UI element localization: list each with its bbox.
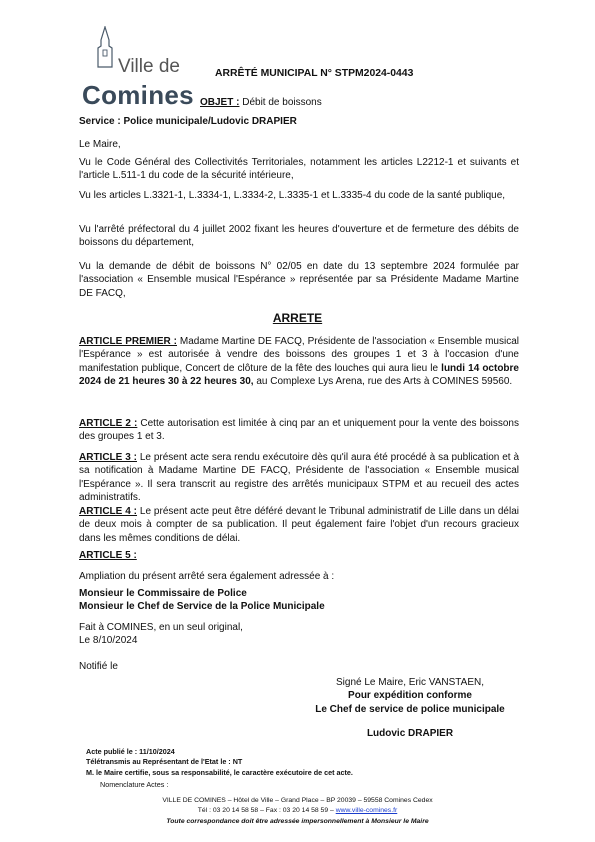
fait-a: Fait à COMINES, en un seul original, <box>79 622 243 633</box>
certification: M. le Maire certifie, sous sa responsabilité, le caractère exécutoire de cet acte. <box>86 768 353 777</box>
notifie-le: Notifié le <box>79 661 118 672</box>
objet-line <box>200 97 322 108</box>
issue-date: Le 8/10/2024 <box>79 635 138 646</box>
article-4 <box>79 505 519 545</box>
vu-paragraph-3: Vu l'arrêté préfectoral du 4 juillet 2002 fixant les heures d'ouverture et de fermeture des débits de boissons du département, <box>79 224 519 249</box>
footer-mention: Toute correspondance doit être adressée impersonnellement à Monsieur le Maire <box>166 818 429 825</box>
article-3-label: ARTICLE 3 : <box>79 452 137 463</box>
article-4-label: ARTICLE 4 : <box>79 506 138 517</box>
footer-contact <box>0 806 595 815</box>
article-5 <box>79 549 519 562</box>
expedition-conforme: Pour expédition conforme <box>348 690 472 702</box>
footer-address: VILLE DE COMINES – Hôtel de Ville – Grand Place – BP 20039 – 59558 Comines Cedex <box>162 797 433 804</box>
signature-block <box>260 676 560 741</box>
article-2-text: Cette autorisation est limitée à cinq par an et uniquement pour la vente des boissons des groupes 1 et 3. <box>79 418 519 443</box>
arrete-heading: ARRETE <box>272 311 323 325</box>
article-1-label: ARTICLE PREMIER : <box>79 336 177 347</box>
article-3-text: Le présent acte sera rendu exécutoire dès qu'il aura été procédé à sa publication et à sa notification à Madame Martine DE FACQ, Présidente de l'association « Ensemble musical l'Espérance ». Il sera transcrit au registre des arrêtés municipaux STPM et au recueil des actes administratifs. <box>79 452 520 504</box>
vu-paragraph-1: Vu le Code Général des Collectivités Territoriales, notamment les articles L2212-1 et suivants et l'article L.511-1 du code de la sécurité intérieure, <box>79 157 519 182</box>
recipient-1: Monsieur le Commissaire de Police <box>79 588 247 599</box>
article-2-label: ARTICLE 2 : <box>79 418 138 429</box>
teletransmis: Télétransmis au Représentant de l'Etat le : NT <box>86 757 243 766</box>
service-line: Service : Police municipale/Ludovic DRAPIER <box>79 116 297 127</box>
ampliation-text: Ampliation du présent arrêté sera également adressée à : <box>79 571 335 582</box>
page-title: ARRÊTÉ MUNICIPAL N° STPM2024-0443 <box>215 68 414 79</box>
article-1 <box>79 335 519 389</box>
logo-comines-text: Comines <box>82 80 194 110</box>
article-4-text: Le présent acte peut être déféré devant le Tribunal administratif de Lille dans un délai de deux mois à compter de sa publication. Il peut également faire l'objet d'un recours gracieux dans les mêmes conditions de délai. <box>79 506 519 544</box>
nomenclature: Nomenclature Actes : <box>100 780 169 789</box>
city-logo <box>76 26 196 110</box>
article-1-date: lundi 14 octobre 2024 de 21 heures 30 à 22 heures 30, <box>79 362 519 388</box>
objet-text: Débit de boissons <box>239 97 322 108</box>
signatory-name: Ludovic DRAPIER <box>366 728 454 740</box>
article-5-label: ARTICLE 5 : <box>79 550 137 561</box>
signe-maire: Signé Le Maire, Eric VANSTAEN, <box>335 677 484 688</box>
logo-ville-text: Ville de <box>118 56 180 77</box>
article-3 <box>79 451 519 505</box>
vu-paragraph-4: Vu la demande de débit de boissons N° 02/05 en date du 13 septembre 2024 formulée par l'association « Ensemble musical l'Espérance » représentée par sa Présidente Madame Martine DE FACQ, <box>79 261 519 299</box>
acte-publie: Acte publié le : 11/10/2024 <box>86 747 175 756</box>
article-2 <box>79 417 519 444</box>
objet-label: OBJET : <box>200 97 240 108</box>
church-steeple-icon <box>90 26 120 68</box>
vu-paragraph-2: Vu les articles L.3321-1, L.3334-1, L.3334-2, L.3335-1 et L.3335-4 du code de la santé publique, <box>79 190 506 201</box>
website-link[interactable]: www.ville-comines.fr <box>335 807 398 814</box>
footer-phone-fax: Tél : 03 20 14 58 58 – Fax : 03 20 14 58 59 – <box>197 807 336 814</box>
chef-service: Le Chef de service de police municipale <box>315 703 505 715</box>
recipient-2: Monsieur le Chef de Service de la Police Municipale <box>79 601 325 612</box>
article-1-location: au Complexe Lys Arena, rue des Arts à COMINES 59560. <box>253 376 513 388</box>
article-1-text: Madame Martine DE FACQ, Présidente de l'association « Ensemble musical l'Espérance » est autorisée à vendre des boissons des groupes 1 et 3 à l'occasion d'une manifestation publique, Concert de clôture de la fête des louches qui aura lieu le <box>79 336 520 374</box>
le-maire: Le Maire, <box>79 139 121 150</box>
